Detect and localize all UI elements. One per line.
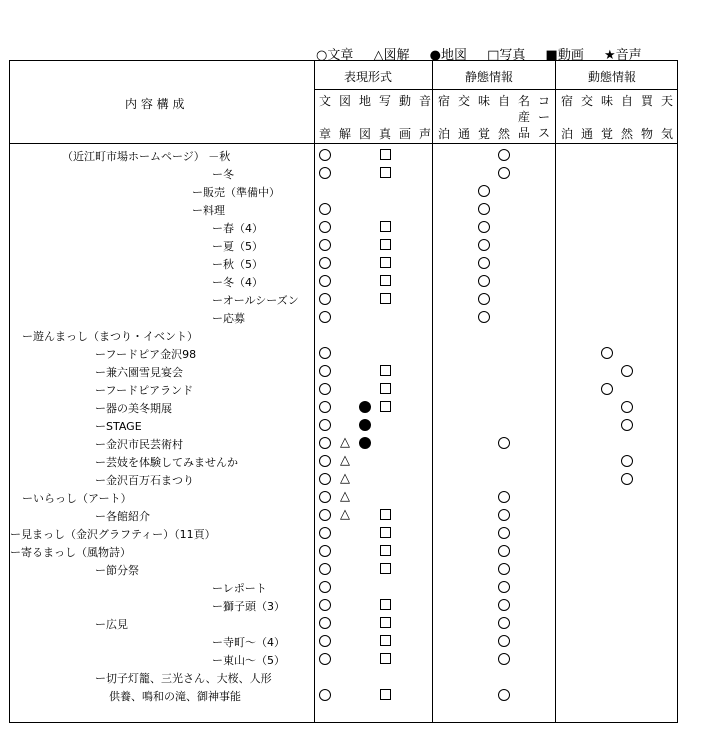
- row-label: ー芸妓を体験してみませんか: [95, 456, 238, 469]
- circle-mark: [319, 689, 331, 701]
- row-label: ー金沢百万石まつり: [95, 474, 194, 487]
- static-col-header: 然: [497, 127, 510, 141]
- square-mark: [380, 599, 391, 610]
- circle-mark: [498, 635, 510, 647]
- circle-mark: [498, 509, 510, 521]
- row-label: ー冬: [212, 168, 234, 181]
- square-mark: [380, 167, 391, 178]
- square-mark: [380, 239, 391, 250]
- row-label: ー切子灯籠、三光さん、大桜、人形: [95, 672, 272, 685]
- static-col-header: 名: [517, 94, 530, 108]
- mark-cell: [375, 507, 395, 523]
- mark-cell: [617, 471, 637, 487]
- static-col-header: 味: [477, 94, 490, 108]
- circle-mark: [319, 635, 331, 647]
- mark-cell: [375, 291, 395, 307]
- legend-map: ●地図: [429, 48, 467, 63]
- mark-cell: [597, 345, 617, 361]
- circle-mark: [498, 527, 510, 539]
- triangle-mark: △: [340, 506, 350, 522]
- row-label: ーフードピアランド: [95, 384, 194, 397]
- mark-cell: [315, 309, 335, 325]
- square-mark: [380, 257, 391, 268]
- mark-cell: [315, 255, 335, 271]
- circle-mark: [478, 293, 490, 305]
- circle-mark: [601, 383, 613, 395]
- expr-col-header: 音: [418, 94, 431, 108]
- mark-cell: [315, 417, 335, 433]
- static-col-header: 通: [457, 127, 470, 141]
- group-static-header: 静態情報: [465, 70, 514, 84]
- row-label: ー春（4）: [212, 222, 263, 235]
- square-mark: [380, 635, 391, 646]
- circle-mark: [319, 653, 331, 665]
- legend-text: ○文章: [316, 48, 354, 63]
- circle-mark: [498, 563, 510, 575]
- mark-cell: [474, 309, 494, 325]
- mark-cell: [315, 363, 335, 379]
- mark-cell: [494, 435, 514, 451]
- mark-cell: [375, 273, 395, 289]
- static-col-header: 自: [497, 94, 510, 108]
- circle-mark: [319, 419, 331, 431]
- static-col-header: ス: [537, 126, 550, 140]
- mark-cell: [355, 435, 375, 451]
- table-row: [10, 182, 677, 200]
- row-label: ー広見: [95, 618, 128, 631]
- group-expression-header: 表現形式: [344, 70, 393, 84]
- row-label: ー秋（5）: [212, 258, 263, 271]
- filled-circle-mark: [359, 437, 371, 449]
- mark-cell: [494, 147, 514, 163]
- row-label: ー寄るまっし（風物詩）: [10, 546, 131, 559]
- mark-cell: [494, 687, 514, 703]
- divider: [10, 143, 677, 144]
- square-mark: [380, 689, 391, 700]
- triangle-mark: △: [340, 452, 350, 468]
- row-label: ーいらっし（アート）: [22, 492, 132, 505]
- mark-cell: [597, 381, 617, 397]
- filled-circle-mark: [359, 401, 371, 413]
- legend-figure: △図解: [373, 48, 410, 63]
- circle-mark: [498, 491, 510, 503]
- table-row: [10, 506, 677, 524]
- mark-cell: [494, 489, 514, 505]
- mark-cell: [315, 201, 335, 217]
- triangle-mark: △: [340, 470, 350, 486]
- mark-cell: [335, 507, 355, 523]
- triangle-mark: △: [340, 488, 350, 504]
- mark-cell: [375, 147, 395, 163]
- circle-mark: [319, 365, 331, 377]
- mark-cell: [335, 435, 355, 451]
- mark-cell: [375, 219, 395, 235]
- circle-mark: [478, 239, 490, 251]
- circle-mark: [319, 221, 331, 233]
- static-col-header: 宿: [437, 94, 450, 108]
- circle-mark: [319, 311, 331, 323]
- mark-cell: [494, 165, 514, 181]
- expr-col-header: 図: [338, 94, 351, 108]
- mark-cell: [494, 651, 514, 667]
- circle-mark: [498, 167, 510, 179]
- table-row: [10, 308, 677, 326]
- expr-col-header: 章: [318, 127, 331, 141]
- circle-mark: [319, 491, 331, 503]
- circle-mark: [478, 311, 490, 323]
- table-row: [10, 344, 677, 362]
- mark-cell: [375, 597, 395, 613]
- mark-cell: [474, 219, 494, 235]
- row-label: ー販売（準備中）: [192, 186, 280, 199]
- expr-col-header: 写: [378, 94, 391, 108]
- circle-mark: [498, 437, 510, 449]
- table-row: [10, 254, 677, 272]
- mark-cell: [315, 651, 335, 667]
- circle-mark: [478, 275, 490, 287]
- row-label: （近江町市場ホームページ） －秋: [62, 150, 231, 163]
- table-body: [10, 146, 677, 704]
- dyn-col-header: 泊: [560, 127, 573, 141]
- mark-cell: [617, 399, 637, 415]
- circle-mark: [319, 455, 331, 467]
- mark-cell: [474, 201, 494, 217]
- circle-mark: [319, 563, 331, 575]
- mark-cell: [375, 399, 395, 415]
- circle-mark: [319, 617, 331, 629]
- mark-cell: [315, 471, 335, 487]
- dyn-col-header: 自: [620, 94, 633, 108]
- circle-mark: [621, 455, 633, 467]
- circle-mark: [319, 545, 331, 557]
- circle-mark: [621, 473, 633, 485]
- mark-cell: [375, 615, 395, 631]
- circle-mark: [621, 401, 633, 413]
- table-row: [10, 686, 677, 704]
- mark-cell: [315, 687, 335, 703]
- legend-video: ■動画: [545, 48, 584, 63]
- mark-cell: [474, 273, 494, 289]
- mark-cell: [315, 579, 335, 595]
- dyn-col-header: 宿: [560, 94, 573, 108]
- table-row: [10, 398, 677, 416]
- group-dynamic-header: 動態情報: [588, 70, 637, 84]
- square-mark: [380, 149, 391, 160]
- table-row: [10, 362, 677, 380]
- mark-cell: [315, 489, 335, 505]
- row-label: ー獅子頭（3）: [212, 600, 285, 613]
- circle-mark: [319, 401, 331, 413]
- row-label: ー冬（4）: [212, 276, 263, 289]
- mark-cell: [474, 291, 494, 307]
- mark-cell: [375, 363, 395, 379]
- circle-mark: [498, 617, 510, 629]
- circle-mark: [319, 167, 331, 179]
- mark-cell: [375, 651, 395, 667]
- mark-cell: [494, 543, 514, 559]
- table-row: [10, 452, 677, 470]
- static-col-header: ー: [537, 110, 550, 124]
- mark-cell: [355, 417, 375, 433]
- mark-cell: [375, 561, 395, 577]
- table-row: [10, 272, 677, 290]
- table-row: [10, 614, 677, 632]
- expr-col-header: 解: [338, 127, 351, 141]
- circle-mark: [319, 347, 331, 359]
- table-row: [10, 524, 677, 542]
- mark-cell: [474, 255, 494, 271]
- mark-cell: [315, 273, 335, 289]
- circle-mark: [601, 347, 613, 359]
- mark-cell: [494, 525, 514, 541]
- dyn-col-header: 交: [580, 94, 593, 108]
- table-row: [10, 380, 677, 398]
- row-label: ーオールシーズン: [212, 294, 299, 307]
- dyn-col-header: 覚: [600, 127, 613, 141]
- mark-cell: [375, 525, 395, 541]
- row-label: 供養、鳴和の滝、御神事能: [109, 690, 241, 703]
- divider: [315, 89, 677, 90]
- table-row: [10, 488, 677, 506]
- mark-cell: [315, 453, 335, 469]
- square-mark: [380, 401, 391, 412]
- dyn-col-header: 味: [600, 94, 613, 108]
- square-mark: [380, 275, 391, 286]
- circle-mark: [498, 149, 510, 161]
- mark-cell: [474, 237, 494, 253]
- square-mark: [380, 383, 391, 394]
- expr-col-header: 文: [318, 94, 331, 108]
- expr-col-header: 画: [398, 127, 411, 141]
- content-table: [9, 60, 678, 723]
- row-label: ー応募: [212, 312, 245, 325]
- row-label: ーレポート: [212, 582, 267, 595]
- circle-mark: [319, 437, 331, 449]
- mark-cell: [315, 237, 335, 253]
- mark-cell: [375, 165, 395, 181]
- static-col-header: 品: [517, 126, 530, 140]
- mark-cell: [315, 435, 335, 451]
- legend-audio: ★音声: [603, 48, 642, 63]
- circle-mark: [319, 473, 331, 485]
- mark-cell: [315, 147, 335, 163]
- mark-cell: [494, 615, 514, 631]
- square-mark: [380, 617, 391, 628]
- triangle-mark: △: [340, 434, 350, 450]
- circle-mark: [319, 383, 331, 395]
- mark-cell: [315, 561, 335, 577]
- expr-col-header: 真: [378, 127, 391, 141]
- row-label: ー夏（5）: [212, 240, 263, 253]
- circle-mark: [319, 275, 331, 287]
- mark-cell: [375, 633, 395, 649]
- mark-cell: [315, 543, 335, 559]
- square-mark: [380, 653, 391, 664]
- dyn-col-header: 気: [660, 127, 673, 141]
- expr-col-header: 図: [358, 127, 371, 141]
- circle-mark: [319, 599, 331, 611]
- circle-mark: [478, 203, 490, 215]
- mark-cell: [355, 399, 375, 415]
- content-header: 内 容 構 成: [125, 97, 185, 111]
- table-row: [10, 200, 677, 218]
- static-col-header: 泊: [437, 127, 450, 141]
- mark-cell: [315, 399, 335, 415]
- mark-cell: [474, 183, 494, 199]
- table-row: [10, 596, 677, 614]
- mark-cell: [315, 165, 335, 181]
- dyn-col-header: 通: [580, 127, 593, 141]
- mark-cell: [335, 471, 355, 487]
- dyn-col-header: 物: [640, 127, 653, 141]
- table-row: [10, 290, 677, 308]
- circle-mark: [319, 527, 331, 539]
- mark-cell: [375, 543, 395, 559]
- row-label: ーSTAGE: [95, 420, 142, 433]
- row-label: ー各館紹介: [95, 510, 150, 523]
- circle-mark: [319, 239, 331, 251]
- mark-cell: [315, 507, 335, 523]
- mark-cell: [375, 381, 395, 397]
- circle-mark: [498, 599, 510, 611]
- table-row: [10, 218, 677, 236]
- mark-cell: [315, 291, 335, 307]
- mark-cell: [335, 453, 355, 469]
- square-mark: [380, 293, 391, 304]
- dyn-col-header: 買: [640, 94, 653, 108]
- table-row: [10, 470, 677, 488]
- mark-cell: [494, 597, 514, 613]
- circle-mark: [621, 365, 633, 377]
- circle-mark: [319, 257, 331, 269]
- mark-cell: [494, 579, 514, 595]
- row-label: ー器の美冬期展: [95, 402, 172, 415]
- circle-mark: [319, 293, 331, 305]
- mark-cell: [494, 561, 514, 577]
- square-mark: [380, 509, 391, 520]
- mark-cell: [315, 597, 335, 613]
- circle-mark: [498, 653, 510, 665]
- square-mark: [380, 545, 391, 556]
- expr-col-header: 地: [358, 94, 371, 108]
- table-row: [10, 578, 677, 596]
- mark-cell: [335, 489, 355, 505]
- circle-mark: [319, 581, 331, 593]
- circle-mark: [498, 545, 510, 557]
- circle-mark: [478, 257, 490, 269]
- row-label: ーフードピア金沢98: [95, 348, 197, 361]
- mark-cell: [315, 219, 335, 235]
- row-label: ー節分祭: [95, 564, 139, 577]
- mark-cell: [617, 453, 637, 469]
- static-col-header: コ: [537, 94, 550, 108]
- mark-cell: [315, 381, 335, 397]
- circle-mark: [498, 689, 510, 701]
- dyn-col-header: 天: [660, 94, 673, 108]
- table-row: [10, 650, 677, 668]
- table-row: [10, 668, 677, 686]
- static-col-header: 交: [457, 94, 470, 108]
- row-label: ー東山～（5）: [212, 654, 285, 667]
- circle-mark: [498, 581, 510, 593]
- row-label: ー見まっし（金沢グラフティー）（11頁）: [10, 528, 216, 541]
- expr-col-header: 動: [398, 94, 411, 108]
- row-label: ー料理: [192, 204, 225, 217]
- legend-photo: □写真: [487, 48, 526, 63]
- square-mark: [380, 527, 391, 538]
- expr-col-header: 声: [418, 127, 431, 141]
- circle-mark: [478, 185, 490, 197]
- table-row: [10, 560, 677, 578]
- table-row: [10, 416, 677, 434]
- circle-mark: [478, 221, 490, 233]
- circle-mark: [319, 203, 331, 215]
- filled-circle-mark: [359, 419, 371, 431]
- mark-cell: [315, 345, 335, 361]
- mark-cell: [375, 255, 395, 271]
- table-row: [10, 326, 677, 344]
- mark-cell: [494, 633, 514, 649]
- mark-cell: [494, 507, 514, 523]
- mark-cell: [315, 615, 335, 631]
- row-label: ー金沢市民芸術村: [95, 438, 183, 451]
- mark-cell: [617, 363, 637, 379]
- mark-cell: [617, 417, 637, 433]
- table-row: [10, 632, 677, 650]
- square-mark: [380, 221, 391, 232]
- mark-cell: [315, 525, 335, 541]
- mark-cell: [375, 687, 395, 703]
- row-label: ー兼六園雪見宴会: [95, 366, 183, 379]
- square-mark: [380, 365, 391, 376]
- table-row: [10, 146, 677, 164]
- table-row: [10, 236, 677, 254]
- circle-mark: [621, 419, 633, 431]
- circle-mark: [319, 509, 331, 521]
- row-label: ー遊んまっし（まつり・イベント）: [22, 330, 198, 343]
- table-row: [10, 164, 677, 182]
- mark-cell: [375, 237, 395, 253]
- table-row: [10, 434, 677, 452]
- table-row: [10, 542, 677, 560]
- circle-mark: [319, 149, 331, 161]
- static-col-header: 産: [517, 110, 530, 124]
- dyn-col-header: 然: [620, 127, 633, 141]
- row-label: ー寺町～（4）: [212, 636, 285, 649]
- square-mark: [380, 563, 391, 574]
- static-col-header: 覚: [477, 127, 490, 141]
- mark-cell: [315, 633, 335, 649]
